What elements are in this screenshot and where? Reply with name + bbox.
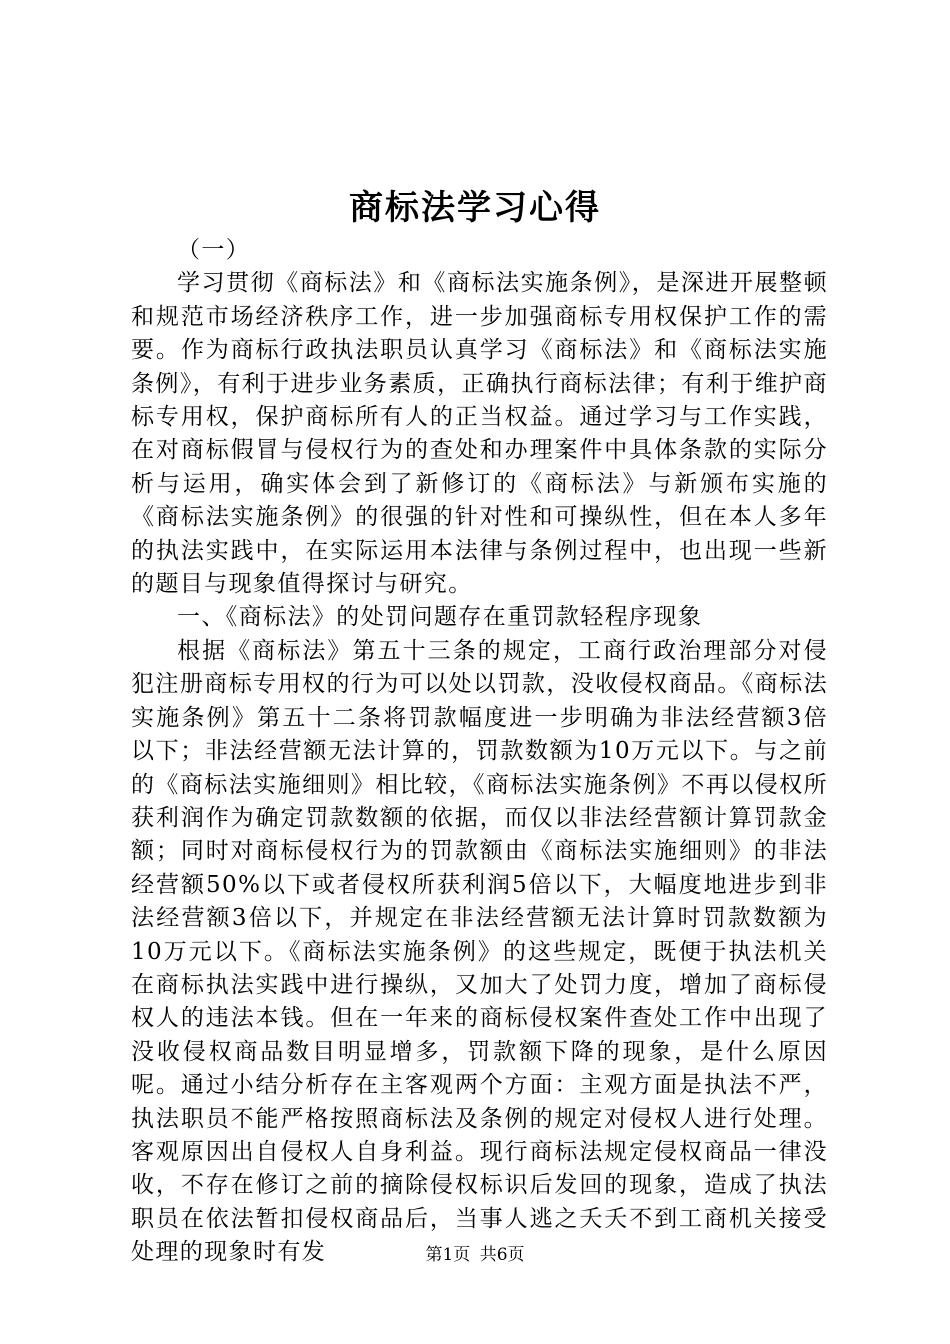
page-footer: [0, 1243, 950, 1267]
paragraph-penalty: 根据《商标法》第五十三条的规定，工商行政治理部分对侵犯注册商标专用权的行为可以处以罚款，没收侵权商品。《商标法实施条例》第五十二条将罚款幅度进一步明确为非法经营额3倍以下；非法经营额无法计算的，罚款数额为10万元以下。与之前的《商标法实施细则》相比较，《商标法实施条例》不再以侵权所获利润作为确定罚款数额的依据，而仅以非法经营额计算罚款金额；同时对商标侵权行为的罚款额由《商标法实施细则》的非法经营额50%以下或者侵权所获利润5倍以下，大幅度地进步到非法经营额3倍以下，并规定在非法经营额无法计算时罚款数额为10万元以下。《商标法实施条例》的这些规定，既便于执法机关在商标执法实践中进行操纵，又加大了处罚力度，增加了商标侵权人的违法本钱。但在一年来的商标侵权案件查处工作中出现了没收侵权商品数目明显增多，罚款额下降的现象，是什么原因呢。通过小结分析存在主客观两个方面：主观方面是执法不严，执法职员不能严格按照商标法及条例的规定对侵权人进行处理。客观原因出自侵权人自身利益。现行商标法规定侵权商品一律没收，不存在修订之前的摘除侵权标识后发回的现象，造成了执法职员在依法暂扣侵权商品后，当事人逃之夭夭不到工商机关接受处理的现象时有发: [131, 637, 828, 1266]
section-heading: 一、《商标法》的处罚问题存在重罚款轻程序现象: [177, 604, 703, 631]
document-body: [131, 234, 828, 1270]
paragraph-intro: 学习贯彻《商标法》和《商标法实施条例》，是深进开展整顿和规范市场经济秩序工作，进一步加强商标专用权保护工作的需要。作为商标行政执法职员认真学习《商标法》和《商标法实施条例》，有利于进步业务素质，正确执行商标法律；有利于维护商标专用权，保护商标所有人的正当权益。通过学习与工作实践，在对商标假冒与侵权行为的查处和办理案件中具体条款的实际分析与运用，确实体会到了新修订的《商标法》与新颁布实施的《商标法实施条例》的很强的针对性和可操纵性，但在本人多年的执法实践中，在实际运用本法律与条例过程中，也出现一些新的题目与现象值得探讨与研究。: [131, 270, 828, 598]
page-number: 第1页: [425, 1245, 471, 1265]
page-total: 共6页: [479, 1245, 525, 1265]
document-title: 商标法学习心得: [349, 188, 601, 228]
section-marker: （一）: [177, 237, 251, 263]
